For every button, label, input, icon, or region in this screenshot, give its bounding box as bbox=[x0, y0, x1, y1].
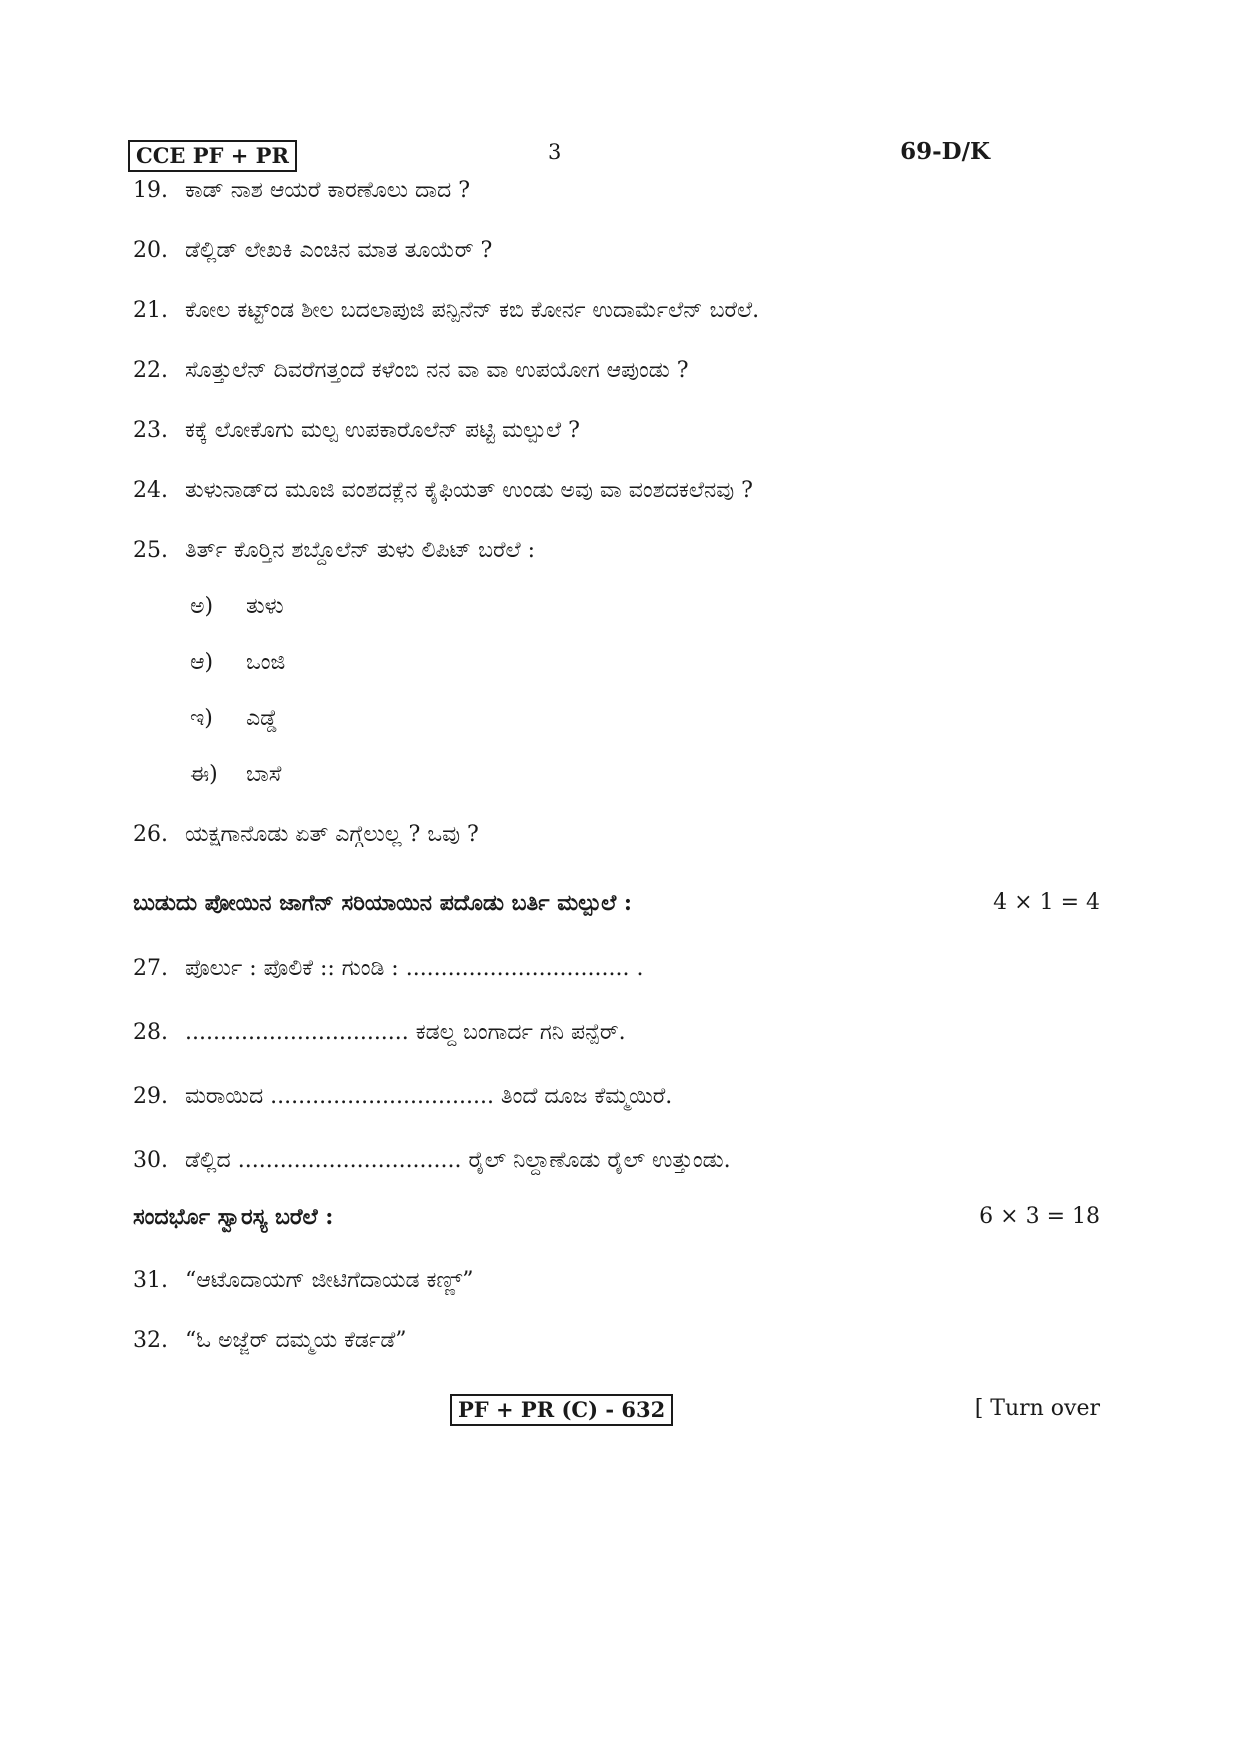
question-text: ಡೆಲ್ಲಿಡ್ ಲೇಖಕಿ ಎಂಚಿನ ಮಾತ ತೂಯೆರ್ ? bbox=[185, 238, 493, 263]
question-29 bbox=[133, 1082, 672, 1112]
question-number: 29. bbox=[133, 1084, 168, 1109]
option-text: ಒಂಜಿ bbox=[246, 650, 286, 675]
question-28 bbox=[133, 1018, 626, 1048]
question-text: ಯಕ್ಷಗಾನೊಡು ಏತ್ ಎಗ್ಗೆಲುಲ್ಲ ? ಒವು ? bbox=[185, 822, 479, 847]
question-31 bbox=[133, 1266, 473, 1296]
header-code-box: CCE PF + PR bbox=[128, 140, 297, 172]
question-text: ಮರಾಯಿದ ................................ ತಿಂದೆ ದೂಜ ಕೆಮ್ಮಯಿರೆ. bbox=[185, 1084, 673, 1109]
question-26 bbox=[133, 820, 479, 850]
question-text: ಪೊರ್ಲು : ಪೊಲಿಕೆ :: ಗುಂಡಿ : ................................ . bbox=[185, 956, 644, 981]
question-text: ಕೋಲ ಕಟ್ಟ್‌ಂಡ ಶೀಲ ಬದಲಾಪುಜಿ ಪನ್ಪಿನೆನ್ ಕಬಿ ಕೋರ್ನ ಉದಾರ್ಮೆಲೆನ್ ಬರೆಲೆ. bbox=[185, 298, 760, 323]
option-a bbox=[190, 592, 284, 622]
question-text: ಡೆಲ್ಲಿದ ................................ ರೈಲ್ ನಿಲ್ದಾಣೊಡು ರೈಲ್ ಉತ್ತುಂಡು. bbox=[185, 1148, 731, 1173]
question-number: 30. bbox=[133, 1148, 168, 1173]
question-number: 21. bbox=[133, 298, 168, 323]
option-c bbox=[190, 704, 278, 734]
question-25 bbox=[133, 536, 535, 566]
question-20 bbox=[133, 236, 492, 266]
question-text: “ಆಟೊದಾಯಗ್ ಜೀಟಿಗೆದಾಯಡ ಕಣ್ಣ್” bbox=[185, 1268, 474, 1293]
question-text: ಸೊತ್ತುಲೆನ್ ದಿವರೆಗತ್ತಂದೆ ಕಳೆಂಬಿ ನನ ವಾ ವಾ ಉಪಯೋಗ ಆಪುಂಡು ? bbox=[185, 358, 689, 383]
question-number: 24. bbox=[133, 478, 168, 503]
question-27 bbox=[133, 954, 643, 984]
question-number: 32. bbox=[133, 1328, 168, 1353]
question-22 bbox=[133, 356, 689, 386]
question-19 bbox=[133, 176, 470, 206]
question-text: ತಿರ್ತ್ ಕೊರ್‍ತಿನ ಶಬ್ದೊಲೆನ್ ತುಳು ಲಿಪಿಟ್ ಬರೆಲೆ : bbox=[185, 538, 536, 563]
question-text: ................................ ಕಡಲ್ದ ಬಂಗಾರ್ದ ಗನಿ ಪನ್ಪೆರ್. bbox=[185, 1020, 626, 1045]
question-text: ತುಳುನಾಡ್‌ದ ಮೂಜಿ ವಂಶದಕ್ಲೆನ ಕೈಫಿಯತ್ ಉಂಡು ಅವು ವಾ ವಂಶದಕಲೆನವು ? bbox=[185, 478, 753, 503]
question-21 bbox=[133, 296, 759, 326]
option-d bbox=[190, 760, 281, 790]
question-number: 23. bbox=[133, 418, 168, 443]
option-label: ಇ) bbox=[190, 706, 213, 731]
option-label: ಈ) bbox=[190, 762, 218, 787]
option-b bbox=[190, 648, 285, 678]
option-text: ತುಳು bbox=[246, 594, 284, 619]
question-number: 31. bbox=[133, 1268, 168, 1293]
section-marks-fill-blanks: 4 × 1 = 4 bbox=[993, 890, 1100, 915]
option-text: ಬಾಸೆ bbox=[246, 762, 282, 787]
question-number: 28. bbox=[133, 1020, 168, 1045]
question-32 bbox=[133, 1326, 406, 1356]
question-number: 25. bbox=[133, 538, 168, 563]
question-text: ಕಕ್ಕೆ ಲೋಕೊಗು ಮಲ್ಪ ಉಪಕಾರೊಲೆನ್ ಪಟ್ಟಿ ಮಲ್ಪುಲೆ ? bbox=[185, 418, 580, 443]
section-marks-context: 6 × 3 = 18 bbox=[979, 1204, 1100, 1229]
turn-over-note: [ Turn over bbox=[974, 1396, 1100, 1421]
question-text: ಕಾಡ್ ನಾಶ ಆಯರೆ ಕಾರಣೊಲು ದಾದ ? bbox=[185, 178, 471, 203]
option-label: ಆ) bbox=[190, 650, 214, 675]
section-heading-fill-blanks: ಬುಡುದು ಪೋಯಿನ ಜಾಗೆನ್ ಸರಿಯಾಯಿನ ಪದೊಡು ಬರ್ತಿ ಮಲ್ಪುಲೆ : bbox=[133, 890, 632, 916]
question-number: 22. bbox=[133, 358, 168, 383]
footer-code-box: PF + PR (C) - 632 bbox=[450, 1394, 673, 1426]
question-number: 27. bbox=[133, 956, 168, 981]
question-23 bbox=[133, 416, 580, 446]
question-24 bbox=[133, 476, 753, 506]
page-number: 3 bbox=[548, 140, 562, 164]
section-heading-context: ಸಂದರ್ಭೊ ಸ್ವಾರಸ್ಯ ಬರೆಲೆ : bbox=[133, 1204, 334, 1230]
question-30 bbox=[133, 1146, 731, 1176]
question-text: “ಓ ಅಜ್ಜೆರ್ ದಮ್ಮಯ ಕೆರ್ಡಡೆ” bbox=[185, 1328, 407, 1353]
question-number: 26. bbox=[133, 822, 168, 847]
option-label: ಅ) bbox=[190, 594, 214, 619]
option-text: ಎಡ್ಡೆ bbox=[246, 706, 278, 731]
question-number: 19. bbox=[133, 178, 168, 203]
question-number: 20. bbox=[133, 238, 168, 263]
paper-code: 69-D/K bbox=[900, 138, 990, 165]
